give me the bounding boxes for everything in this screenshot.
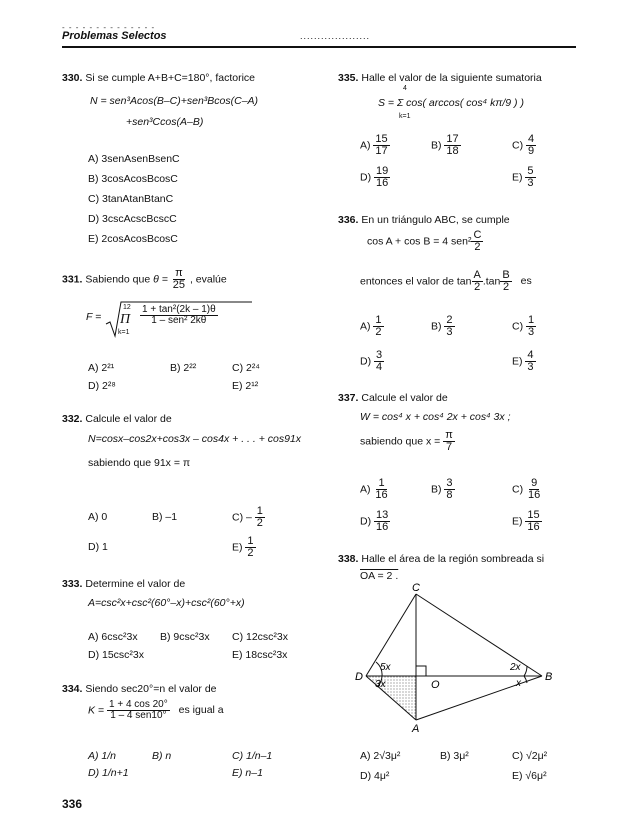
option-b[interactable]: B) 2²² xyxy=(170,362,197,374)
problem-statement: En un triángulo ABC, se cumple xyxy=(361,214,510,226)
problem-number: 333. xyxy=(62,578,83,590)
option-a[interactable]: A) 6csc²3x xyxy=(88,631,138,643)
equation: W = cos⁴ x + cos⁴ 2x + cos⁴ 3x ; xyxy=(360,411,511,423)
option-a[interactable]: A) 3senAsenBsenC xyxy=(88,153,180,165)
F-label: F = xyxy=(86,311,102,323)
label-D: D xyxy=(355,671,363,683)
label-B: B xyxy=(545,671,553,683)
page-number: 336 xyxy=(62,797,83,811)
option-c[interactable]: C) 12csc²3x xyxy=(232,631,289,643)
problem-statement: Determine el valor de xyxy=(85,578,186,590)
problem-statement: Siendo sec20°=n el valor de xyxy=(85,683,217,695)
given: entonces el valor de tan $\frac{A}{2}$ .tan $\frac{B}{2}$ es xyxy=(360,269,532,293)
option-c[interactable]: C) 3tanAtanBtanC xyxy=(88,193,174,205)
header-rule xyxy=(62,46,576,48)
option-b[interactable]: B) 9csc²3x xyxy=(160,631,210,643)
problem-number: 338. xyxy=(338,553,359,565)
option-e[interactable]: E) n–1 xyxy=(232,767,263,779)
problem-335 xyxy=(338,72,542,84)
option-b[interactable]: B) n xyxy=(152,750,172,762)
option-d[interactable]: D) $\frac{19}{16}$ xyxy=(360,165,389,189)
option-e[interactable]: E) $\frac{1}{2}$ xyxy=(232,535,254,559)
option-a[interactable]: A) 0 xyxy=(88,511,108,523)
option-c[interactable]: C) √2μ² xyxy=(512,750,548,762)
theta-fraction: $\frac{\pi}{25}$ xyxy=(172,267,186,291)
problem-331 xyxy=(62,268,227,291)
angle-3x: 3x xyxy=(375,679,386,690)
option-e[interactable]: E) $\frac{5}{3}$ xyxy=(512,165,534,189)
option-e[interactable]: E) 2¹² xyxy=(232,380,259,392)
label-C: C xyxy=(412,582,420,594)
equation: N=cosx–cos2x+cos3x – cos4x + . . . + cos91x xyxy=(88,433,302,445)
equation: cos A + cos B = 4 sen² $\frac{C}{2}$ xyxy=(367,229,482,253)
problem-336 xyxy=(338,214,510,226)
option-c[interactable]: C) 1/n–1 xyxy=(232,750,273,762)
option-e[interactable]: E) $\frac{4}{3}$ xyxy=(512,349,534,373)
problem-338 xyxy=(338,553,544,565)
option-a[interactable]: A) 1/n xyxy=(88,750,117,762)
option-a[interactable]: A) 2²¹ xyxy=(88,362,115,374)
option-d[interactable]: D) 4μ² xyxy=(360,770,390,782)
equation: A=csc²x+csc²(60°–x)+csc²(60°+x) xyxy=(88,597,245,609)
given: OA = 2 . xyxy=(360,570,399,582)
option-c[interactable]: C) $\frac{9}{16}$ xyxy=(512,477,541,501)
problem-number: 334. xyxy=(62,683,83,695)
option-d[interactable]: D) $\frac{13}{16}$ xyxy=(360,509,389,533)
problem-330 xyxy=(62,72,255,84)
segment-CB xyxy=(416,594,542,676)
problem-333 xyxy=(62,578,185,590)
problem-number: 332. xyxy=(62,413,83,425)
option-e[interactable]: E) √6μ² xyxy=(512,770,547,782)
angle-2x: 2x xyxy=(510,662,521,673)
sum-top: 4 xyxy=(403,85,407,92)
K-equation: K = $\frac{1 + 4 \cos 20^\circ}{\text{1 – 4 sen10°}}$ es igual a xyxy=(88,699,224,721)
F-fraction: 1 + tan²(2k – 1)θ 1 – sen² 2kθ xyxy=(142,304,216,326)
angle-x: x xyxy=(516,678,521,689)
option-d[interactable]: D) 1 xyxy=(88,541,108,553)
option-b[interactable]: B) 3μ² xyxy=(440,750,469,762)
equation: +sen³Ccos(A–B) xyxy=(126,116,204,128)
problem-number: 330. xyxy=(62,72,83,84)
header-dashes: - - - - - - - - - - - - - - xyxy=(62,23,156,32)
sum-bottom: k=1 xyxy=(399,113,411,120)
sum-equation: S = Σ cos( arccos( cos⁴ kπ/9 ) ) xyxy=(378,97,524,109)
right-angle-mark xyxy=(416,666,426,676)
option-c[interactable]: C) – $\frac{1}{2}$ xyxy=(232,505,263,529)
label-A: A xyxy=(412,723,420,735)
problem-statement: Si se cumple A+B+C=180°, factorice xyxy=(85,72,256,84)
problem-statement: Calcule el valor de xyxy=(361,392,448,404)
pi-product: Π xyxy=(120,312,131,327)
label-O: O xyxy=(431,679,440,691)
problem-statement: Calcule el valor de xyxy=(85,413,172,425)
option-a[interactable]: A) $\frac{15}{17}$ xyxy=(360,133,388,157)
option-d[interactable]: D) 1/n+1 xyxy=(88,767,129,779)
option-e[interactable]: E) $\frac{15}{16}$ xyxy=(512,509,540,533)
problem-337 xyxy=(338,392,448,404)
option-b[interactable]: B) $\frac{3}{8}$ xyxy=(431,477,453,501)
option-e[interactable]: E) 18csc²3x xyxy=(232,649,288,661)
option-a[interactable]: A) $\frac{1}{2}$ xyxy=(360,314,382,338)
option-b[interactable]: B) 3cosAcosBcosC xyxy=(88,173,178,185)
option-b[interactable]: B) –1 xyxy=(152,511,178,523)
option-d[interactable]: D) 3cscAcscBcscC xyxy=(88,213,177,225)
given: sabiendo que 91x = π xyxy=(88,457,191,469)
option-c[interactable]: C) $\frac{1}{3}$ xyxy=(512,314,535,338)
option-d[interactable]: D) 2²⁸ xyxy=(88,380,116,392)
sum-top: 12 xyxy=(123,304,131,311)
option-b[interactable]: B) $\frac{17}{18}$ xyxy=(431,133,459,157)
sum-bottom: k=1 xyxy=(118,329,130,336)
option-a[interactable]: A) $\frac{1}{16}$ xyxy=(360,477,388,501)
segment-DC xyxy=(366,594,416,676)
problem-334 xyxy=(62,683,217,695)
problem-number: 337. xyxy=(338,392,359,404)
geometry-figure xyxy=(330,580,570,740)
problem-statement: Halle el valor de la siguiente sumatoria xyxy=(361,72,542,84)
option-a[interactable]: A) 2√3μ² xyxy=(360,750,401,762)
problem-statement: Halle el área de la región sombreada si xyxy=(361,553,545,565)
equation: N = sen³Acos(B–C)+sen³Bcos(C–A) xyxy=(90,95,259,107)
header-title: Problemas Selectos xyxy=(62,30,167,42)
given: sabiendo que x = $\frac{\pi}{7}$ xyxy=(360,429,453,453)
header-dots: .................... xyxy=(300,31,371,41)
angle-arc xyxy=(524,666,527,676)
problem-number: 335. xyxy=(338,72,359,84)
option-e[interactable]: E) 2cosAcosBcosC xyxy=(88,233,178,245)
problem-tail: , evalúe xyxy=(189,273,227,286)
option-c[interactable]: C) $\frac{4}{9}$ xyxy=(512,133,535,157)
option-d[interactable]: D) $\frac{3}{4}$ xyxy=(360,349,383,373)
theta-eq: θ = xyxy=(153,273,168,286)
option-b[interactable]: B) $\frac{2}{3}$ xyxy=(431,314,453,338)
problem-statement: Sabiendo que xyxy=(85,273,151,286)
problem-332 xyxy=(62,413,172,425)
angle-5x: 5x xyxy=(380,662,391,673)
problem-number: 336. xyxy=(338,214,359,226)
option-d[interactable]: D) 15csc²3x xyxy=(88,649,145,661)
problem-number: 331. xyxy=(62,273,83,286)
option-c[interactable]: C) 2²⁴ xyxy=(232,362,260,374)
